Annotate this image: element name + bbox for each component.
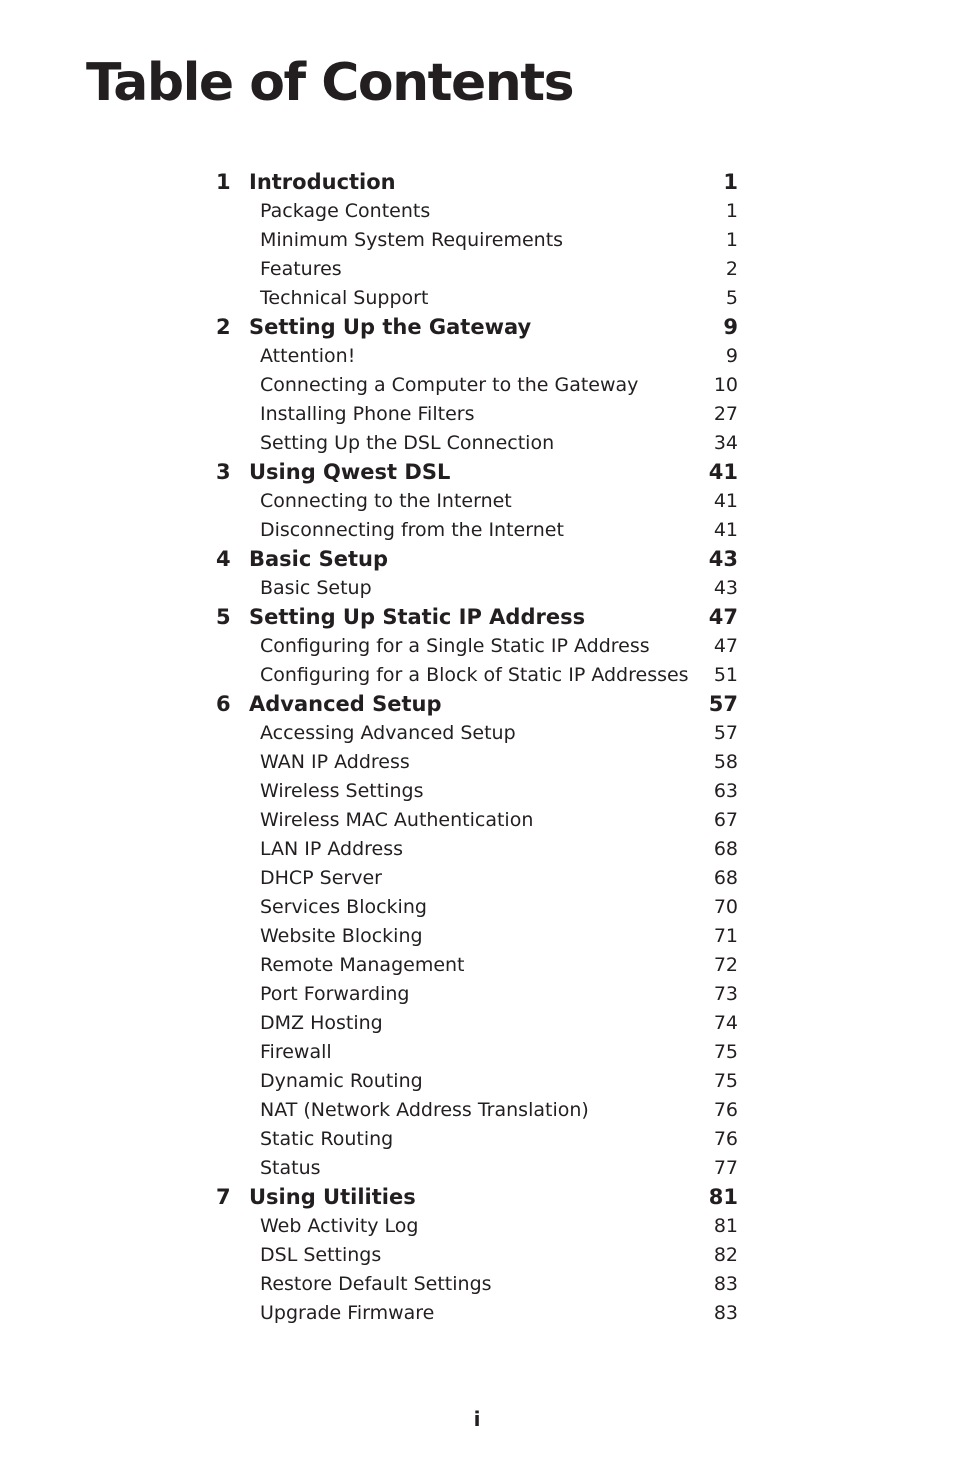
section-page-number: 57 [713,722,738,744]
toc-chapter-row[interactable] [216,458,738,487]
chapter-page-number: 81 [708,1185,738,1209]
chapter-title: Setting Up Static IP Address [249,605,586,629]
section-title: Technical Support [260,287,429,309]
section-title: Wireless MAC Authentication [260,809,534,831]
section-title: Services Blocking [260,896,427,918]
section-title: Package Contents [260,200,431,222]
section-title: Installing Phone Filters [260,403,475,425]
section-title: Connecting a Computer to the Gateway [260,374,639,396]
toc-section-row[interactable] [216,284,738,313]
section-title: Accessing Advanced Setup [260,722,516,744]
toc-chapter-row[interactable] [216,1183,738,1212]
toc-section-row[interactable] [216,574,738,603]
section-page-number: 75 [713,1041,738,1063]
chapter-number: 3 [216,460,231,484]
toc-section-row[interactable] [216,1154,738,1183]
section-page-number: 1 [725,200,738,222]
toc-section-row[interactable] [216,748,738,777]
chapter-page-number: 1 [723,170,738,194]
chapter-number: 6 [216,692,231,716]
chapter-title: Advanced Setup [249,692,442,716]
section-page-number: 2 [725,258,738,280]
section-title: Remote Management [260,954,465,976]
chapter-page-number: 9 [723,315,738,339]
section-page-number: 77 [713,1157,738,1179]
section-title: Port Forwarding [260,983,410,1005]
section-title: Configuring for a Single Static IP Address [260,635,650,657]
toc-section-row[interactable] [216,777,738,806]
chapter-title: Introduction [249,170,396,194]
toc-chapter-row[interactable] [216,603,738,632]
section-page-number: 63 [713,780,738,802]
section-page-number: 10 [713,374,738,396]
section-title: DMZ Hosting [260,1012,383,1034]
section-title: Static Routing [260,1128,394,1150]
toc-section-row[interactable] [216,342,738,371]
section-title: Dynamic Routing [260,1070,423,1092]
section-title: LAN IP Address [260,838,404,860]
toc-section-row[interactable] [216,226,738,255]
chapter-page-number: 47 [708,605,738,629]
section-page-number: 9 [725,345,738,367]
section-page-number: 47 [713,635,738,657]
section-page-number: 81 [713,1215,738,1237]
toc-section-row[interactable] [216,487,738,516]
chapter-title: Basic Setup [249,547,389,571]
section-title: Web Activity Log [260,1215,419,1237]
section-page-number: 75 [713,1070,738,1092]
section-page-number: 73 [713,983,738,1005]
section-title: Wireless Settings [260,780,424,802]
toc-section-row[interactable] [216,719,738,748]
section-page-number: 58 [713,751,738,773]
section-page-number: 76 [713,1099,738,1121]
section-page-number: 74 [713,1012,738,1034]
section-title: Setting Up the DSL Connection [260,432,555,454]
section-title: DHCP Server [260,867,382,889]
section-page-number: 1 [725,229,738,251]
chapter-title: Using Qwest DSL [249,460,451,484]
section-title: Features [260,258,342,280]
toc-section-row[interactable] [216,632,738,661]
section-page-number: 27 [713,403,738,425]
toc-section-row[interactable] [216,864,738,893]
toc-section-row[interactable] [216,893,738,922]
toc-section-row[interactable] [216,922,738,951]
section-title: Attention! [260,345,356,367]
section-title: DSL Settings [260,1244,382,1266]
section-page-number: 5 [725,287,738,309]
chapter-page-number: 41 [708,460,738,484]
toc-section-row[interactable] [216,1096,738,1125]
section-title: Status [260,1157,321,1179]
section-title: Firewall [260,1041,332,1063]
toc-section-row[interactable] [216,516,738,545]
section-title: Upgrade Firmware [260,1302,435,1324]
chapter-title: Setting Up the Gateway [249,315,532,339]
page-title: Table of Contents [86,53,574,113]
chapter-number: 2 [216,315,231,339]
section-page-number: 43 [713,577,738,599]
chapter-number: 7 [216,1185,231,1209]
toc-section-row[interactable] [216,255,738,284]
toc-section-row[interactable] [216,1125,738,1154]
toc-section-row[interactable] [216,1009,738,1038]
section-page-number: 83 [713,1302,738,1324]
section-title: Basic Setup [260,577,372,599]
section-title: Minimum System Requirements [260,229,564,251]
toc-section-row[interactable] [216,197,738,226]
toc-chapter-row[interactable] [216,690,738,719]
section-page-number: 34 [713,432,738,454]
toc-section-row[interactable] [216,1212,738,1241]
section-page-number: 72 [713,954,738,976]
toc-section-row[interactable] [216,1067,738,1096]
section-page-number: 76 [713,1128,738,1150]
section-title: Website Blocking [260,925,423,947]
section-page-number: 71 [713,925,738,947]
toc-section-row[interactable] [216,1241,738,1270]
toc-section-row[interactable] [216,980,738,1009]
toc-section-row[interactable] [216,835,738,864]
section-page-number: 67 [713,809,738,831]
chapter-title: Using Utilities [249,1185,416,1209]
toc-chapter-row[interactable] [216,313,738,342]
section-page-number: 82 [713,1244,738,1266]
section-title: WAN IP Address [260,751,410,773]
toc-section-row[interactable] [216,661,738,690]
chapter-number: 5 [216,605,231,629]
toc-section-row[interactable] [216,1299,738,1328]
section-page-number: 68 [713,867,738,889]
section-page-number: 41 [713,490,738,512]
toc-chapter-row[interactable] [216,545,738,574]
toc-section-row[interactable] [216,400,738,429]
section-page-number: 70 [713,896,738,918]
toc-section-row[interactable] [216,371,738,400]
section-title: Connecting to the Internet [260,490,512,512]
section-title: Configuring for a Block of Static IP Addresses [260,664,689,686]
table-of-contents [216,168,738,1328]
section-title: NAT (Network Address Translation) [260,1099,589,1121]
section-title: Restore Default Settings [260,1273,492,1295]
section-page-number: 51 [713,664,738,686]
toc-section-row[interactable] [216,1270,738,1299]
toc-section-row[interactable] [216,951,738,980]
toc-section-row[interactable] [216,1038,738,1067]
toc-section-row[interactable] [216,806,738,835]
toc-section-row[interactable] [216,429,738,458]
toc-chapter-row[interactable] [216,168,738,197]
section-page-number: 41 [713,519,738,541]
page-number-footer: i [473,1407,481,1431]
chapter-page-number: 43 [708,547,738,571]
section-page-number: 68 [713,838,738,860]
section-title: Disconnecting from the Internet [260,519,564,541]
chapter-number: 4 [216,547,231,571]
chapter-page-number: 57 [708,692,738,716]
section-page-number: 83 [713,1273,738,1295]
chapter-number: 1 [216,170,231,194]
